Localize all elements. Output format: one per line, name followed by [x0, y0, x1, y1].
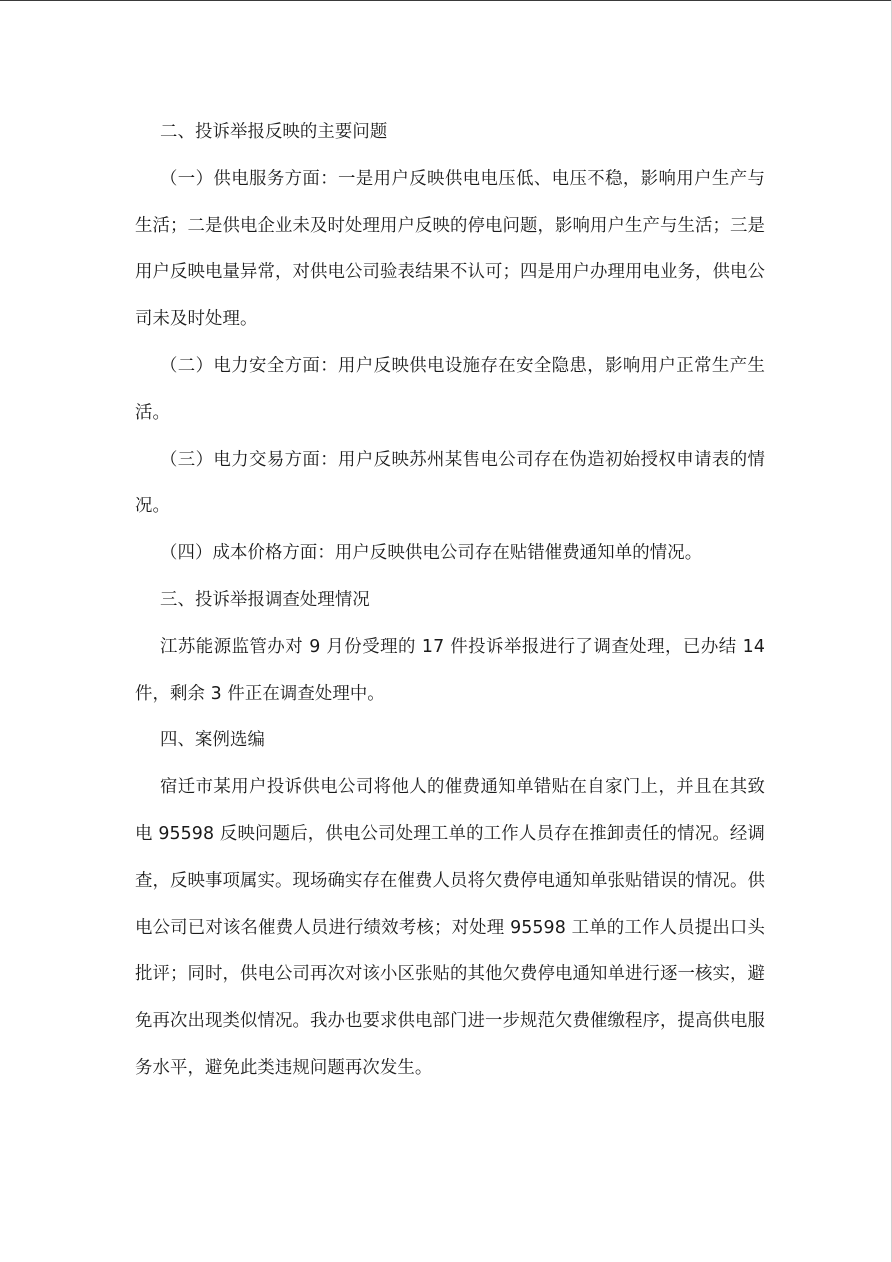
- section-2-heading: 二、投诉举报反映的主要问题: [160, 122, 388, 142]
- section-2-item-3: （三）电力交易方面：用户反映苏州某售电公司存在伪造初始授权申请表的情况。: [135, 449, 765, 517]
- section-4-heading: 四、案例选编: [160, 730, 265, 751]
- section-4-body: 宿迁市某用户投诉供电公司将他人的催费通知单错贴在自家门上，并且在其致电 95598 反映问题后，供电公司处理工单的工作人员存在推卸责任的情况。经调查，反映事项属实。现场确实存在催费人员将欠费停电通知单张贴错误的情况。供电公司已对该名催费人员进行绩效考核；对处理 95598 工单的工作人员提出口头批评；同时，供电公司再次对该小区张贴的其他欠费停电通知单进行逐一核实，避免再次出现类似情况。我办也要求供电部门进一步规范欠费催缴程序，提高供电服务水平，避免此类违规问题再次发生。: [135, 777, 765, 1078]
- section-2-item-2: （二）电力安全方面：用户反映供电设施存在安全隐患，影响用户正常生产生活。: [135, 355, 765, 423]
- section-3-heading: 三、投诉举报调查处理情况: [160, 589, 370, 610]
- page-top-border: [0, 0, 892, 1]
- section-2-item-4: （四）成本价格方面：用户反映供电公司存在贴错催费通知单的情况。: [160, 543, 703, 564]
- document-body: [135, 109, 765, 1092]
- section-3-body: 江苏能源监管办对 9 月份受理的 17 件投诉举报进行了调查处理，已办结 14 件，剩余 3 件正在调查处理中。: [135, 636, 765, 704]
- section-2-item-1: （一）供电服务方面：一是用户反映供电电压低、电压不稳，影响用户生产与生活；二是供电企业未及时处理用户反映的停电问题，影响用户生产与生活；三是用户反映电量异常，对供电公司验表结果不认可；四是用户办理用电业务，供电公司未及时处理。: [135, 168, 765, 330]
